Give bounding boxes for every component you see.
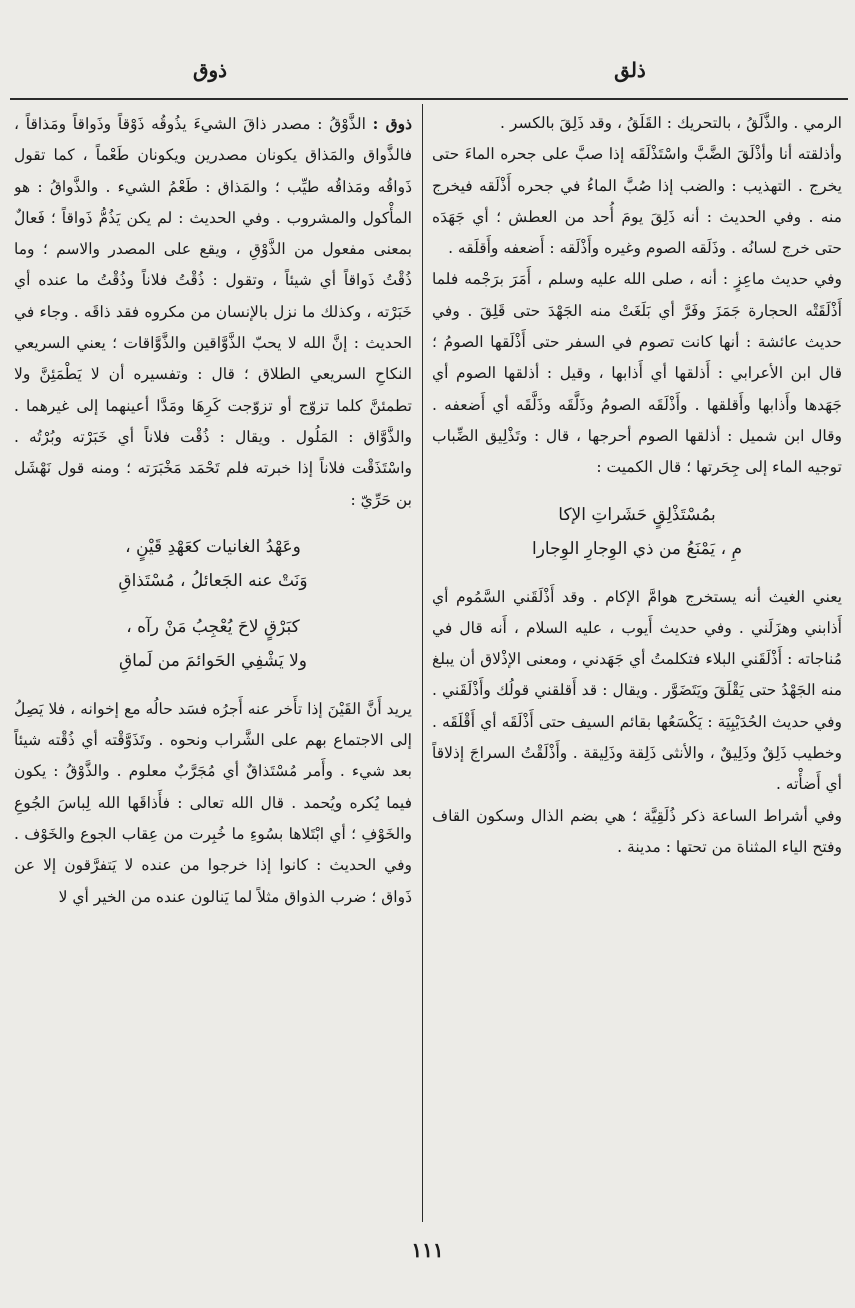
verse-line: وَنَتْ عنه الجَعائلُ ، مُسْتَذاقِ xyxy=(118,570,308,591)
page-number: ١١١ xyxy=(411,1238,444,1262)
header-rule xyxy=(10,98,848,100)
verse-line: ولا يَشْفِي الحَوائمَ من لَماقِ xyxy=(118,650,308,671)
verse-line: كبَرْقٍ لاحَ يُعْجِبُ مَنْ رآه ، xyxy=(126,616,300,637)
verse-line: وعَهْدُ الغانيات كعَهْدِ قَيْنٍ ، xyxy=(125,536,301,557)
entry-paragraph: يعني الغيث أنه يستخرج هوامَّ الإكام . وقد أَذْلَقَني السَّمُوم أي أَذابني وهزَلَني . وفي حديث أَيوب ، عليه السلام ، أَنه قال في مُناجاته : أَذْلَقَني البلاء فتكلمتُ أي جَهَدني ، ومعنى الإذْلاق أن يبلغ منه الجَهْدُ حتى يَقْلَقَ ويَتَضَوَّر . ويقال : قد أَقلقني قولُك وأَذْلَقَني . وفي حديث الحُدَيْبِيَة : يَكْسَعُها بقائم السيف حتى أَذْلَقَه أي أَقْلَقَه . وخطيب ذَلِقٌ وذَلِيقٌ ، والأنثى ذَلِقة وذَلِيقة . وأَذْلَقْتُ السراجَ إذلاقاً أي أَضأْته . xyxy=(432,587,842,794)
entry-paragraph xyxy=(14,108,412,516)
entry-paragraph: وفي أشراط الساعة ذكر ذُلَقِيَّة ؛ هي بضم الذال وسكون القاف وفتح الياء المثناة من تحتها : مدينة . xyxy=(432,806,842,856)
entry-paragraph: وأذلقته أنا وأذْلَقَ الضَّبَّ واسْتَذْلَقَه إذا صبَّ على جحره الماءَ حتى يخرج . التهذيب : والضب إذا صُبَّ الماءُ في جحره أَذْلَقه فيخرج منه . وفي الحديث : أنه ذَلِقَ يومَ أُحد من العطش ؛ أي جَهَدَه حتى خرج لسانُه . وذَلَقه الصوم وغيره وأَذْلَقه : أَضعفه وأَقلَقه . xyxy=(432,145,842,258)
running-header-right: ذلق xyxy=(614,58,646,82)
entry-paragraph: يريد أَنَّ القَيْنَ إذا تأَخر عنه أَجرُه فسَد حالُه مع إخوانه ، فلا يَصِلُ إلى الاجتماع بهم على الشَّراب ونحوه . وتَذَوَّقْته أي ذُقْته شيئاً بعد شيء . وأَمر مُسْتَذاقٌ أي مُجَرَّبٌ معلوم . والذَّوْقُ : يكون فيما يُكره ويُحمد . قال الله تعالى : فأَذاقَها الله لِباسَ الجُوعِ والخَوْفِ ؛ أي ابْتَلاها بسُوءِ ما خُبِرت من عِقاب الجوع والخَوْف . وفي الحديث : كانوا إذا خرجوا من عنده لا يَتفرَّقون إلا عن ذَواق ؛ ضرب الذواق مثلاً لما يَنالون عنده من الخير أي لا xyxy=(14,699,412,906)
entry-text: الذَّوْقُ : مصدر ذاقَ الشيءَ يذُوقُه ذَوْقاً وذَواقاً ومَذاقاً ، فالذَّواق والمَذاق يكونان مصدرين ويكونان طَعْماً ، كما تقول ذَواقُه ومَذاقُه طيِّب ؛ والمَذاق : طَعْمُ الشيء . والذَّواقُ : هو المأْكول والمشروب . وفي الحديث : لم يكن يَذُمُّ ذَواقاً ؛ فَعالٌ بمعنى مفعول من الذَّوْقِ ، ويقع على المصدر والاسم ؛ وما ذُقْتُ ذَواقاً أي شيئاً ، وتقول : ذُقْتُ فلاناً وذُقْتُ ما عنده أي خَبَرْته ، وكذلك ما نزل بالإنسان من مكروه فقد ذاقَه . وجاء في الحديث : إنَّ الله لا يحبّ الذَّوَّاقين والذَّوَّاقات ؛ يعني السريعي النكاحِ السريعي الطلاق ؛ قال : وتفسيره أن لا يَطْمَئِنَّ ولا تطمئنَّ كلما تزوّج أو تزوّجت كَرِهَا ومَدَّا أعينهما إلى غيرهما . والذَّوَّاق : المَلُول . ويقال : ذُقْت فلاناً أي خَبَرْته وبُرْتُه . واسْتَذَقْت فلاناً إذا خبرته فلم تَحْمَد مَخْبَرَته ؛ ومنه قول نَهْشَل بن حَرِّيّ : xyxy=(14,115,412,509)
entry-paragraph: وفي حديث ماعِزٍ : أنه ، صلى الله عليه وسلم ، أَمَرَ برَجْمه فلما أَذْلَقَتْه الحجارة جَمَزَ وفَرَّ أي بَلَغَتْ منه الجَهْدَ حتى قَلِقَ . وفي حديث عائشة : أنها كانت تصوم في السفر حتى أَذْلَقها الصومُ ؛ قال ابن الأعرابي : أَذلقها أي أَذابها ، وقيل : أذلقها الصوم أي جَهَدها وأَذابها وأَقلقها . وأَذْلَقَه الصومُ وذَلَّقَه وذَلَّقَه أي أَضعفه . وقال ابن شميل : أذلقها الصوم أحرجها ، قال : وتَذْلِيق الضِّباب توجيه الماء إلى جِحَرتها ؛ قال الكميت : xyxy=(432,270,842,477)
right-column xyxy=(432,108,842,1218)
entry-headword: ذوق : xyxy=(372,114,412,133)
left-column xyxy=(14,108,412,1218)
running-header-left: ذوق xyxy=(192,58,228,82)
column-divider xyxy=(422,104,423,1222)
entry-paragraph: الرمي . والذَّلَقُ ، بالتحريك : القَلَقُ ، وقد ذَلِقَ بالكسر . xyxy=(500,114,842,132)
verse-line: بمُسْتَذْلِقٍ حَشَراتِ الإكا xyxy=(558,504,716,525)
poem-verse xyxy=(432,498,842,566)
poem-verse xyxy=(14,530,412,678)
verse-line: مِ ، يَمْنَعُ من ذي الوِجارِ الوِجارا xyxy=(532,538,742,559)
